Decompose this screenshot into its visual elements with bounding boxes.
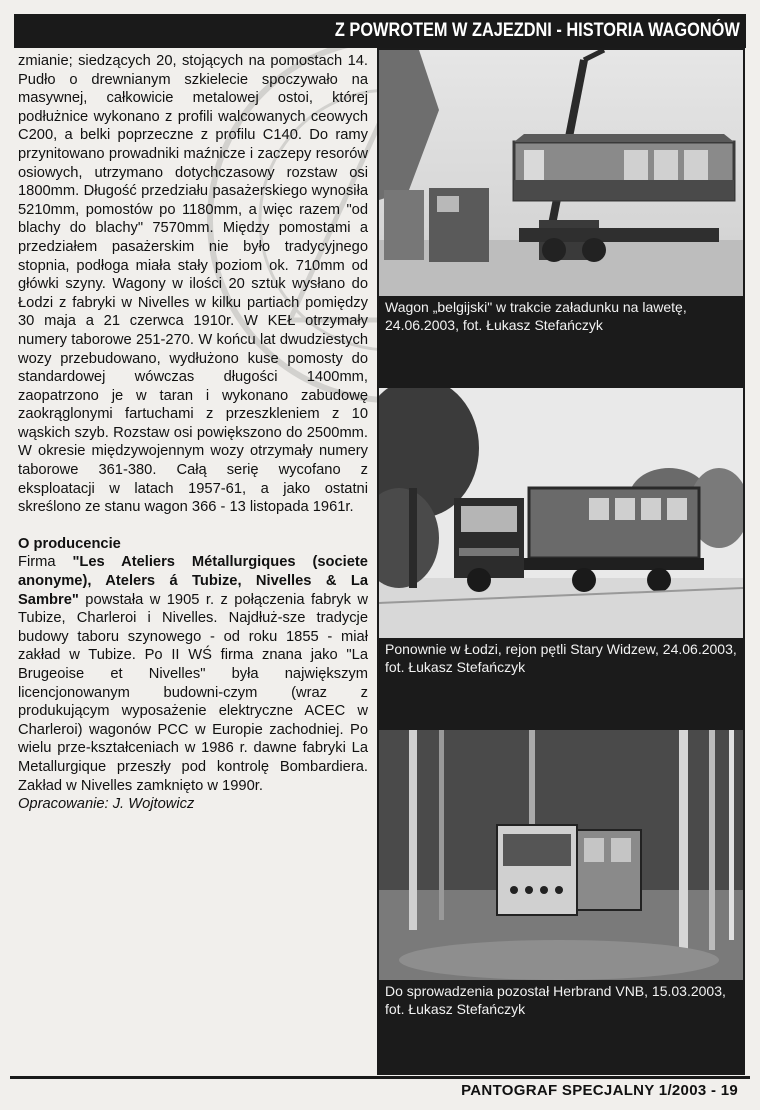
photo-tram-loading — [379, 50, 743, 296]
paragraph-2-lead: Firma — [18, 554, 73, 571]
photo-3-caption: Do sprowadzenia pozostał Herbrand VNB, 15.03.2003, fot. Łukasz Stefańczyk — [385, 983, 726, 1017]
page-footer: PANTOGRAF SPECJALNY 1/2003 - 19 — [461, 1082, 738, 1099]
article-author: Opracowanie: J. Wojtowicz — [18, 796, 195, 813]
photo-1-caption: Wagon „belgijski" w trakcie załadunku na lawetę, 24.06.2003, fot. Łukasz Stefańczyk — [385, 299, 687, 333]
photo-column — [377, 48, 745, 1075]
photo-tram-on-truck — [379, 388, 743, 638]
article-paragraph-2 — [18, 553, 368, 795]
photo-2-caption: Ponownie w Łodzi, rejon pętli Stary Widzew, 24.06.2003, fot. Łukasz Stefańczyk — [385, 641, 737, 675]
photo-tram-in-forest — [379, 730, 743, 980]
section-title: O producencie — [18, 535, 121, 552]
page-header — [14, 14, 746, 48]
header-title: Z POWROTEM W ZAJEZDNI - HISTORIA WAGONÓW — [335, 20, 740, 41]
paragraph-2-body: powstała w 1905 r. z połączenia fabryk w Tubize, Charleroi i Nivelles. Najdłuż-sze tradycje budowy taboru szynowego - od roku 1855 - miał zakład w Tubize. Po II WŚ firma znana jako "La Brugeoise et Nivelles" była największym licencjonowanym budowni-czym (wraz z produkującym wyposażenie elektryczne ACEC w Charleroi) wagonów PCC w Europie zachodniej. Po wielu prze-kształceniach w 1986 r. dawne fabryki La Metallurgique przeszły pod kontrolę Bombardiera. Zakład w Nivelles zamknięto w 1990r. — [18, 591, 368, 794]
article-paragraph-1: zmianie; siedzących 20, stojących na pomostach 14. Pudło o drewnianym szkielecie spoczywało na masywnej, całkowicie metalowej ostoi, której podłużnice wykonano z profili walcowanych ceowych C200, a belki poprzeczne z profilu C140. Do ramy przynitowano prowadniki maźnicze i zaczepy resorów osiowych, utrzymano dotychczasowy rozstaw osi 1800mm. Długość przedziału pasażerskiego wynosiła 5210mm, pomostów po 1180mm, a więc razem "od blachy do blachy" 7570mm. Między pomostami a przedziałem pasażerskim nie było tradycyjnego stopnia, podłoga miała stały poziom ok. 710mm od główki szyny. Wagony w ilości 20 sztuk wysłano do Łodzi z fabryki w Nivelles w kilku partiach pomiędzy 30 maja a 21 czerwca 1910r. W KEŁ otrzymały numery taborowe 251-270. W końcu lat dwudziestych wozy przebudowano, wydłużono kuse pomosty do standardowej wówczas długości 1400mm, zaopatrzono je w taran i wykonano zabudowę zaokrąglonymi fartuchami z przeszkleniem z 10 wąskich szyb. Rozstaw osi powiększono do 2500mm. W okresie międzywojennym wozy otrzymały numery taborowe 361-380. Całą serię wycofano z eksploatacji w latach 1957-61, a jako ostatni skreślono ze stanu wagon 366 - 13 listopada 1961r. — [18, 53, 368, 516]
footer-divider — [10, 1076, 750, 1079]
company-name: "Les Ateliers Métallurgiques (societe anonyme), Atelers á Tubize, Nivelles & La Sambre" — [18, 554, 368, 608]
article-text-column — [18, 52, 368, 814]
